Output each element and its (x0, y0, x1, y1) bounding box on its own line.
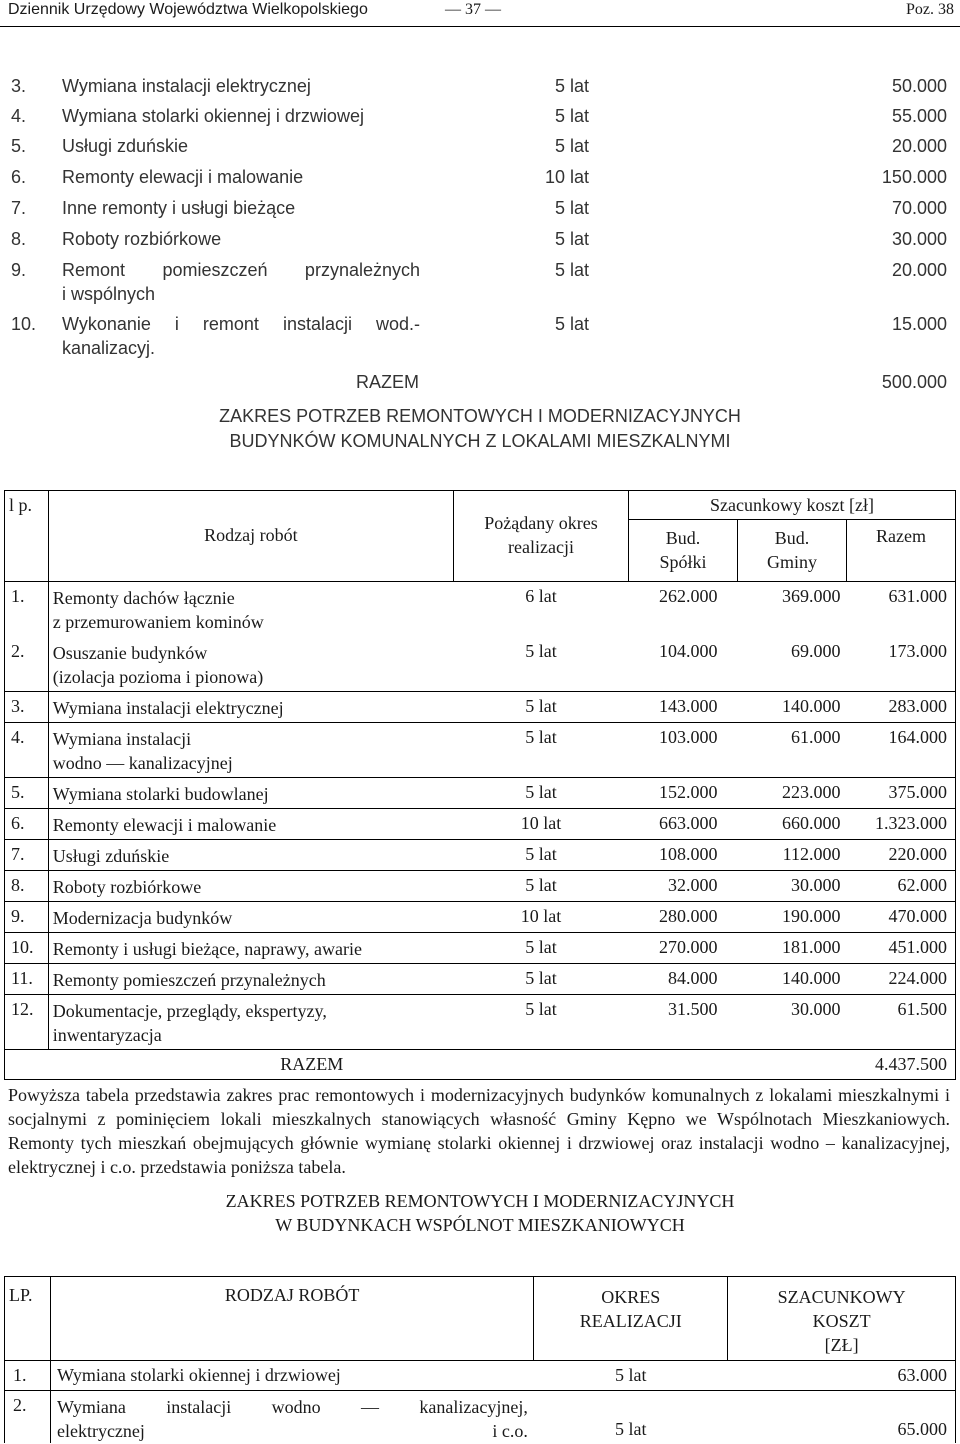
row-no: 5. (5, 778, 49, 809)
row-period: 5 lat (454, 995, 629, 1050)
col-header-period-line1: Pożądany okres (484, 513, 598, 533)
list-item-no: 3. (11, 76, 27, 96)
col-header-cost: Szacunkowy koszt [zł] (629, 491, 955, 520)
list-total-label: RAZEM (356, 372, 419, 392)
row-no: 6. (5, 809, 49, 840)
table-total-label: RAZEM (48, 1050, 628, 1080)
row-name (48, 840, 453, 871)
list-item-period: 5 lat (555, 198, 590, 218)
list-item-no: 5. (11, 136, 27, 156)
row-period: 5 lat (534, 1361, 728, 1391)
row-name (50, 1391, 533, 1444)
list-item-period: 10 lat (545, 167, 590, 187)
list-item-name: Roboty rozbiórkowe (62, 229, 222, 249)
row-gminy: 223.000 (737, 778, 846, 809)
row-no: 2. (5, 1391, 51, 1444)
table-row (5, 840, 956, 871)
table-row (5, 902, 956, 933)
row-name-line1: Wymiana instalacji (52, 729, 192, 749)
row-period: 5 lat (454, 778, 629, 809)
table-row (5, 637, 956, 692)
row-razem: 62.000 (846, 871, 955, 902)
row-no: 3. (5, 692, 49, 723)
row-name-line1: Remonty i usługi bieżące, naprawy, awarie (52, 939, 363, 959)
row-razem: 631.000 (846, 582, 955, 637)
col-header-period-line2: REALIZACJI (579, 1311, 682, 1331)
col-header-spolki-line2: Spółki (659, 552, 707, 572)
list-item-period: 5 lat (555, 314, 590, 334)
col-header-gminy-line1: Bud. (774, 528, 810, 548)
row-gminy: 369.000 (737, 582, 846, 637)
list-item-name: Wymiana stolarki okiennej i drzwiowej (62, 106, 364, 126)
row-spolki: 103.000 (628, 723, 737, 778)
col-header-period-line2: realizacji (508, 537, 574, 557)
row-period: 5 lat (454, 964, 629, 995)
total-spacer (628, 1050, 737, 1080)
row-razem: 470.000 (846, 902, 955, 933)
row-spolki: 108.000 (628, 840, 737, 871)
col-header-lp: l p. (5, 491, 49, 582)
row-razem: 283.000 (846, 692, 955, 723)
col-header-cost-group (628, 491, 955, 582)
list-item-name: Usługi zduńskie (62, 136, 189, 156)
row-name-line2: wodno — kanalizacyjnej (52, 753, 233, 773)
list-item-period: 5 lat (555, 76, 590, 96)
row-name-line1: Remonty pomieszczeń przynależnych (52, 970, 326, 990)
section-heading-line2: BUDYNKÓW KOMUNALNYCH Z LOKALAMI MIESZKALNYMI (229, 431, 731, 451)
col-header-period (454, 491, 629, 582)
list-item-period: 5 lat (555, 106, 590, 126)
col-header-gminy-line2: Gminy (766, 552, 817, 572)
col-header-period (534, 1277, 728, 1361)
row-period: 5 lat (534, 1391, 728, 1444)
section-heading-line1: ZAKRES POTRZEB REMONTOWYCH I MODERNIZACYJNYCH (219, 406, 741, 426)
col-header-gminy (737, 520, 846, 581)
row-name: Wymiana stolarki okiennej i drzwiowej (50, 1361, 533, 1391)
row-name (48, 964, 453, 995)
col-header-lp: LP. (5, 1277, 51, 1361)
row-razem: 61.500 (846, 995, 955, 1050)
row-name-line1: Wymiana stolarki budowlanej (52, 784, 269, 804)
row-period: 6 lat (454, 582, 629, 637)
list-item-period: 5 lat (555, 136, 590, 156)
row-spolki: 31.500 (628, 995, 737, 1050)
description-paragraph: Powyższa tabela przedstawia zakres prac remontowych i modernizacyjnych budynków komunalnych z lokalami mieszkalnymi i socjalnymi z pominięciem lokali mieszkalnych stanowiących własność Gminy Kępno we Wspólnotach Mieszkaniowych. Remonty tych mieszkań obejmujących głównie wymianę stolarki okiennej i drzwiowej oraz instalacji wodno – kanalizacyjnej, elektrycznej i c.o. przedstawia poniższa tabela. (8, 1085, 950, 1177)
list-item-cost: 70.000 (891, 198, 947, 218)
row-gminy: 660.000 (737, 809, 846, 840)
row-spolki: 262.000 (628, 582, 737, 637)
row-no: 7. (5, 840, 49, 871)
row-no: 4. (5, 723, 49, 778)
list-item-no: 4. (11, 106, 27, 126)
position-number: Poz. 38 (906, 1, 954, 18)
col-header-razem: Razem (846, 520, 955, 581)
row-name-line1: Remonty elewacji i malowanie (52, 815, 277, 835)
col-header-spolki (629, 520, 737, 581)
col-header-period-line1: OKRES (601, 1287, 661, 1307)
list-item-no: 7. (11, 198, 27, 218)
row-spolki: 32.000 (628, 871, 737, 902)
row-spolki: 84.000 (628, 964, 737, 995)
row-razem: 451.000 (846, 933, 955, 964)
list-item-name: Remont pomieszczeń przynależnych (62, 260, 420, 280)
list-item-no: 8. (11, 229, 27, 249)
row-razem: 1.323.000 (846, 809, 955, 840)
row-name-line2-left: elektrycznej (56, 1421, 145, 1441)
list-item-no: 6. (11, 167, 27, 187)
row-spolki: 104.000 (658, 640, 718, 661)
row-period: 5 lat (454, 723, 629, 778)
row-razem: 375.000 (846, 778, 955, 809)
list-item-cost: 50.000 (891, 76, 947, 96)
table-row (5, 778, 956, 809)
row-name (48, 902, 453, 933)
row-name (48, 995, 453, 1050)
table-row (5, 995, 956, 1050)
col-header-cost (728, 1277, 956, 1361)
row-period: 5 lat (525, 640, 557, 661)
col-header-work-type: Rodzaj robót (48, 491, 453, 582)
row-gminy: 61.000 (737, 723, 846, 778)
list-item-cost: 15.000 (891, 314, 947, 334)
row-gminy: 30.000 (737, 871, 846, 902)
list-item-no: 10. (11, 314, 37, 334)
list-item-name: Inne remonty i usługi bieżące (62, 198, 296, 218)
row-spolki: 663.000 (628, 809, 737, 840)
list-total-value: 500.000 (881, 372, 947, 392)
list-item-period: 5 lat (555, 260, 590, 280)
table-row (5, 933, 956, 964)
row-no: 10. (5, 933, 49, 964)
list-item-cost: 30.000 (891, 229, 947, 249)
list-item-cost: 55.000 (891, 106, 947, 126)
row-name (48, 809, 453, 840)
table-total-value: 4.437.500 (846, 1050, 955, 1080)
row-name (48, 778, 453, 809)
row-name-line2-right: i c.o. (492, 1421, 528, 1441)
row-no: 2. (5, 637, 49, 692)
row-no: 8. (5, 871, 49, 902)
col-header-cost-line1: SZACUNKOWY (777, 1287, 906, 1307)
row-name-line1: Usługi zduńskie (52, 846, 170, 866)
total-spacer (737, 1050, 846, 1080)
col-header-work-type: RODZAJ ROBÓT (50, 1277, 533, 1361)
row-no: 12. (5, 995, 49, 1050)
table-row (5, 1391, 956, 1444)
row-name-line1: Wymiana instalacji wodno — kanalizacyjnej, (56, 1397, 528, 1417)
row-name (48, 692, 453, 723)
total-spacer (5, 1050, 49, 1080)
row-name-line2: z przemurowaniem kominów (52, 612, 264, 632)
table-row (5, 692, 956, 723)
row-name-line1: Remonty dachów łącznie (52, 588, 235, 608)
section-heading-2-line1: ZAKRES POTRZEB REMONTOWYCH I MODERNIZACYJNYCH (225, 1191, 735, 1211)
col-header-cost-line2: KOSZT (812, 1311, 871, 1331)
row-no: 1. (5, 582, 49, 637)
row-gminy: 190.000 (737, 902, 846, 933)
list-item-no: 9. (11, 260, 27, 280)
table-row (5, 1361, 956, 1391)
row-spolki: 143.000 (628, 692, 737, 723)
row-gminy: 112.000 (737, 840, 846, 871)
row-razem: 164.000 (846, 723, 955, 778)
row-name (48, 723, 453, 778)
journal-title: Dziennik Urzędowy Województwa Wielkopolskiego (8, 1, 368, 18)
list-item-cost: 150.000 (881, 167, 947, 187)
col-header-cost-line3: [ZŁ] (824, 1335, 859, 1355)
community-needs-table (4, 1276, 956, 1443)
row-gminy: 30.000 (737, 995, 846, 1050)
row-name (48, 637, 453, 692)
list-item-name-cont: kanalizacyj. (62, 338, 156, 358)
row-no: 9. (5, 902, 49, 933)
list-item-cost: 20.000 (891, 260, 947, 280)
row-gminy: 140.000 (737, 692, 846, 723)
table-row (5, 723, 956, 778)
row-cost: 65.000 (728, 1391, 956, 1444)
row-period: 5 lat (454, 692, 629, 723)
renovation-needs-table (4, 490, 956, 1080)
row-period: 5 lat (454, 933, 629, 964)
list-item-name: Remonty elewacji i malowanie (62, 167, 304, 187)
row-razem: 173.000 (846, 637, 955, 692)
row-name-line1: Modernizacja budynków (52, 908, 233, 928)
list-item-name: Wykonanie i remont instalacji wod.- (62, 314, 420, 334)
page-number: — 37 — (445, 1, 501, 18)
row-no: 11. (5, 964, 49, 995)
row-no: 1. (5, 1361, 51, 1391)
row-razem: 224.000 (846, 964, 955, 995)
row-spolki: 152.000 (628, 778, 737, 809)
row-razem: 220.000 (846, 840, 955, 871)
row-gminy: 69.000 (790, 640, 841, 661)
table-row (5, 964, 956, 995)
list-item-name: Wymiana instalacji elektrycznej (62, 76, 311, 96)
row-name (48, 871, 453, 902)
list-item-cost: 20.000 (891, 136, 947, 156)
row-spolki: 280.000 (628, 902, 737, 933)
row-gminy: 140.000 (737, 964, 846, 995)
table-row (5, 809, 956, 840)
list-item-period: 5 lat (555, 229, 590, 249)
row-period: 5 lat (454, 871, 629, 902)
row-gminy: 181.000 (737, 933, 846, 964)
row-cost: 63.000 (728, 1361, 956, 1391)
row-name-line2: (izolacja pozioma i pionowa) (52, 666, 264, 687)
row-name-line2: inwentaryzacja (52, 1025, 162, 1045)
row-period: 5 lat (454, 840, 629, 871)
row-name-line1: Osuszanie budynków (52, 642, 208, 663)
list-item-name-cont: i wspólnych (62, 284, 156, 304)
table-row (5, 582, 956, 637)
section-heading-2-line2: W BUDYNKACH WSPÓLNOT MIESZKANIOWYCH (275, 1215, 685, 1235)
row-spolki: 270.000 (628, 933, 737, 964)
page-header (0, 0, 960, 27)
row-period: 10 lat (454, 809, 629, 840)
row-name-line2 (57, 1419, 528, 1443)
row-period: 10 lat (454, 902, 629, 933)
col-header-spolki-line1: Bud. (665, 528, 701, 548)
table-row (5, 871, 956, 902)
row-name (48, 582, 453, 637)
row-name-line1: Roboty rozbiórkowe (52, 877, 202, 897)
row-name (48, 933, 453, 964)
row-name-line1: Wymiana instalacji elektrycznej (52, 698, 284, 718)
row-name-line1: Dokumentacje, przeglądy, ekspertyzy, (52, 1001, 327, 1021)
